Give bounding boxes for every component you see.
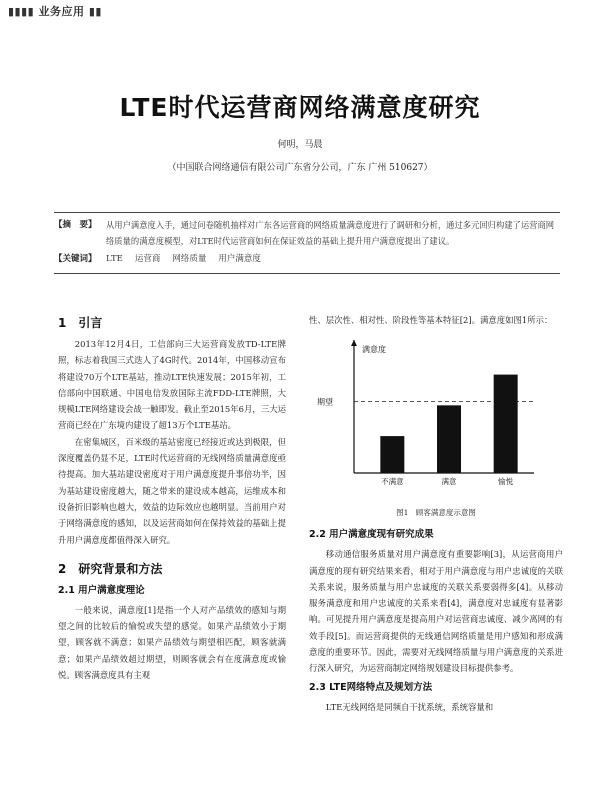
keywords-label: 【关键词】: [54, 254, 97, 264]
x-tick-label: 愉悦: [498, 477, 514, 487]
keywords-row: [54, 251, 560, 267]
section-2-1-heading: 2.1 用户满意度理论: [58, 584, 145, 596]
reference-line-label: 期望: [317, 397, 333, 407]
section-2-2-heading: 2.2 用户满意度现有研究成果: [309, 529, 434, 541]
abstract-top-rule: [54, 212, 560, 213]
bar-1: [437, 406, 461, 474]
abstract-bottom-rule: [54, 273, 560, 274]
section-1-heading: 1 引言: [58, 316, 103, 330]
x-tick-label: 满意: [441, 477, 457, 487]
figure-1: [309, 328, 563, 506]
section-2-heading: 2 研究背景和方法: [58, 561, 163, 576]
abstract-label: 【摘 要】: [54, 220, 97, 230]
paper-title: LTE时代运营商网络满意度研究: [119, 93, 481, 122]
section-2-3-heading: 2.3 LTE网络特点及规划方法: [309, 681, 433, 693]
keyword: LTE: [106, 254, 123, 264]
bar-2: [494, 375, 518, 473]
abstract-box: [54, 212, 560, 274]
abstract-text: 从用户满意度入手，通过问卷随机抽样对广东各运营商的网络质量满意度进行了调研和分析，通过多元回归构建了运营商网络质量的满意度模型，对LTE时代运营商如何在保证效益的基础上提升用户满意度提出了建议。: [106, 220, 555, 246]
paragraph: 在密集城区，百米级的基站密度已经接近或达到极限，但深度覆盖仍显不足，LTE时代运营商的无线网络质量满意度亟待提高。加大基站建设密度对于用户满意度提升事倍功半，因为基站建设密度越大，随之带来的建设成本越高，运维成本和设备折旧影响也越大，效益的边际效应也越明显。当前用户对于网络满意度的感知，以及运营商如何在保持效益的基础上提升用户满意度都值得深入研究。: [58, 436, 286, 545]
affiliation: （中国联合网络通信有限公司广东省分公司，广东 广州 510627）: [167, 163, 433, 173]
paragraph: LTE无线网络是同频自干扰系统，系统容量和: [325, 701, 494, 712]
paragraph: 移动通信服务质量对用户满意度有重要影响[3]，从运营商用户满意度的现有研究结果来看，相对于用户满意度与用户忠诚度的关联关系来说，服务质量与用户忠诚度的关联关系要弱得多[4]。从移动服务满意度和用户忠诚度的关系来看[4]，满意度对忠诚度有显著影响。可见提升用户满意度是提高用户对运营商忠诚度、减少离网的有效手段[5]。而运营商提供的无线通信网络质量是用户感知和形成满意度的重要环节。因此，需要对无线网络质量与用户满意度的关系进行深入研究，为运营商制定网络规划建设目标提供参考。: [309, 549, 563, 674]
abstract-row: [54, 217, 560, 249]
section-header: ▮▮▮▮ 业务应用 ▮▮: [8, 5, 102, 18]
satisfaction-chart: [309, 328, 563, 506]
paragraph: 2013年12月4日，工信部向三大运营商发放TD-LTE牌照，标志着我国三式迭人了4G时代。2014年，中国移动宣布将建设70万个LTE基站，推动LTE快速发展；2015年初，工信部向中国联通、中国电信发放国际主流FDD-LTE牌照，大规模LTE网络建设会战一触即发。截止至2015年6月，三大运营商已经在广东境内建设了超13万个LTE基站。: [58, 339, 286, 431]
x-tick-label: 不满意: [381, 477, 404, 487]
paragraph: 性、层次性、相对性、阶段性等基本特征[2]。满意度如图1所示：: [309, 315, 553, 325]
right-column: [309, 312, 563, 715]
y-axis-label: 满意度: [362, 345, 386, 355]
keyword: 网络质量: [172, 254, 207, 264]
left-column: [58, 312, 286, 683]
y-axis-arrow: [351, 340, 357, 346]
bar-0: [380, 436, 404, 473]
keyword: 运营商: [134, 254, 161, 264]
keyword: 用户满意度: [218, 254, 261, 264]
figure-caption: 图1 顾客满意度示意图: [396, 508, 476, 518]
authors: 何明，马晨: [277, 140, 323, 150]
paragraph: 一般来说，满意度[1]是指一个人对产品绩效的感知与期望之间的比较后的愉悦或失望的感觉。如果产品绩效小于期望，顾客就不满意；如果产品绩效与期望相匹配，顾客就满意；如果产品绩效超过期望，则顾客就会有在度满意度或愉悦。顾客满意度具有主观: [58, 604, 286, 681]
